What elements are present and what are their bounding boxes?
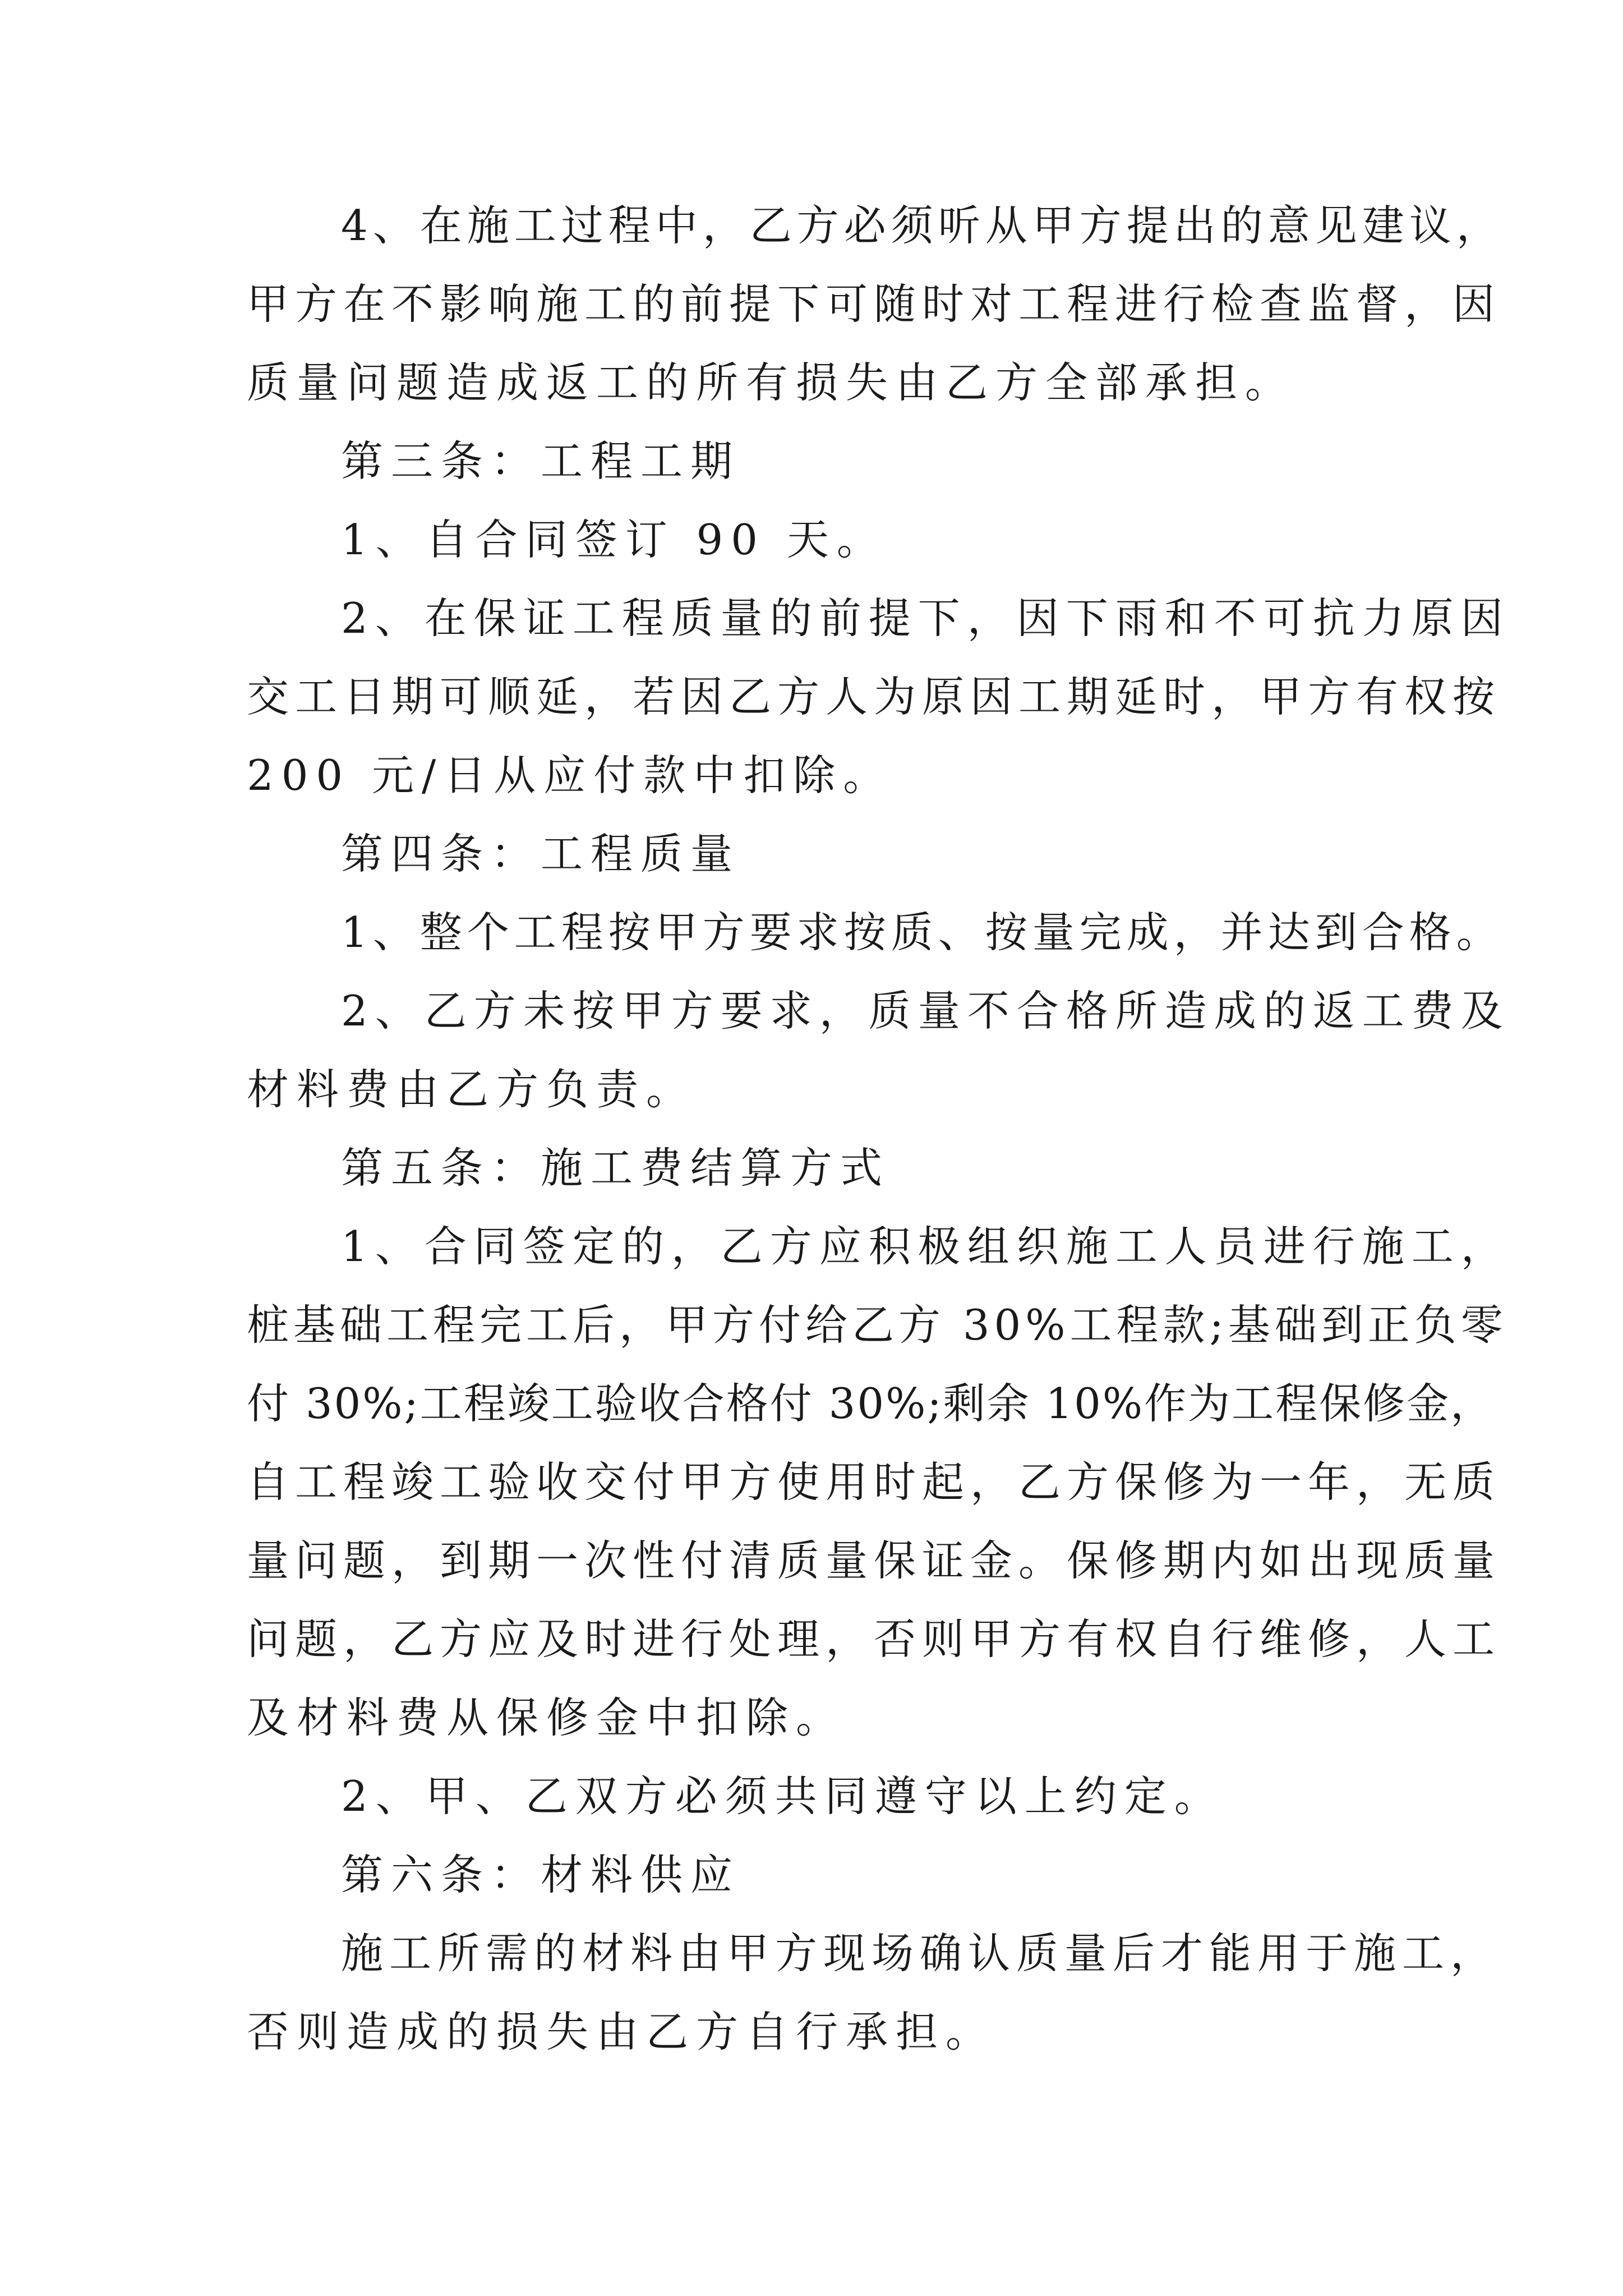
text-line: 甲方在不影响施工的前提下可随时对工程进行检查监督，因: [247, 279, 1501, 329]
text-line: 施工所需的材料由甲方现场确认质量后才能用于施工，: [341, 1929, 1499, 1978]
text-line: 1、合同签定的，乙方应积极组织施工人员进行施工，: [341, 1222, 1510, 1271]
text-line: 否则造成的损失由乙方自行承担。: [247, 2007, 996, 2056]
text-line: 2、甲、乙双方必须共同遵守以上约定。: [341, 1772, 1224, 1821]
text-line: 问题，乙方应及时进行处理，否则甲方有权自行维修，人工: [247, 1614, 1501, 1664]
section-heading: 第六条：材料供应: [341, 1850, 741, 1899]
text-line: 自工程竣工验收交付甲方使用时起，乙方保修为一年，无质: [247, 1457, 1501, 1507]
section-heading: 第五条：施工费结算方式: [341, 1143, 891, 1193]
section-heading: 第四条：工程质量: [341, 829, 741, 878]
text-line: 材料费由乙方负责。: [247, 1065, 697, 1114]
text-line: 交工日期可顺延，若因乙方人为原因工期延时，甲方有权按: [247, 672, 1501, 721]
text-line: 4、在施工过程中，乙方必须听从甲方提出的意见建议，: [341, 201, 1504, 250]
text-line: 桩基础工程完工后，甲方付给乙方 30%工程款;基础到正负零: [247, 1300, 1507, 1350]
text-line: 200 元/日从应付款中扣除。: [247, 751, 893, 800]
text-line: 2、乙方未按甲方要求，质量不合格所造成的返工费及: [341, 986, 1510, 1036]
text-line: 1、整个工程按甲方要求按质、按量完成，并达到合格。: [341, 908, 1504, 957]
text-line: 付 30%;工程竣工验收合格付 30%;剩余 10%作为工程保修金，: [247, 1379, 1495, 1428]
section-heading: 第三条：工程工期: [341, 436, 741, 486]
text-line: 2、在保证工程质量的前提下，因下雨和不可抗力原因: [341, 593, 1510, 643]
text-line: 质量问题造成返工的所有损失由乙方全部承担。: [247, 358, 1295, 407]
text-line: 及材料费从保修金中扣除。: [247, 1693, 846, 1742]
text-line: 1、自合同签订 90 天。: [341, 515, 887, 564]
text-line: 量问题，到期一次性付清质量保证金。保修期内如出现质量: [247, 1536, 1501, 1585]
